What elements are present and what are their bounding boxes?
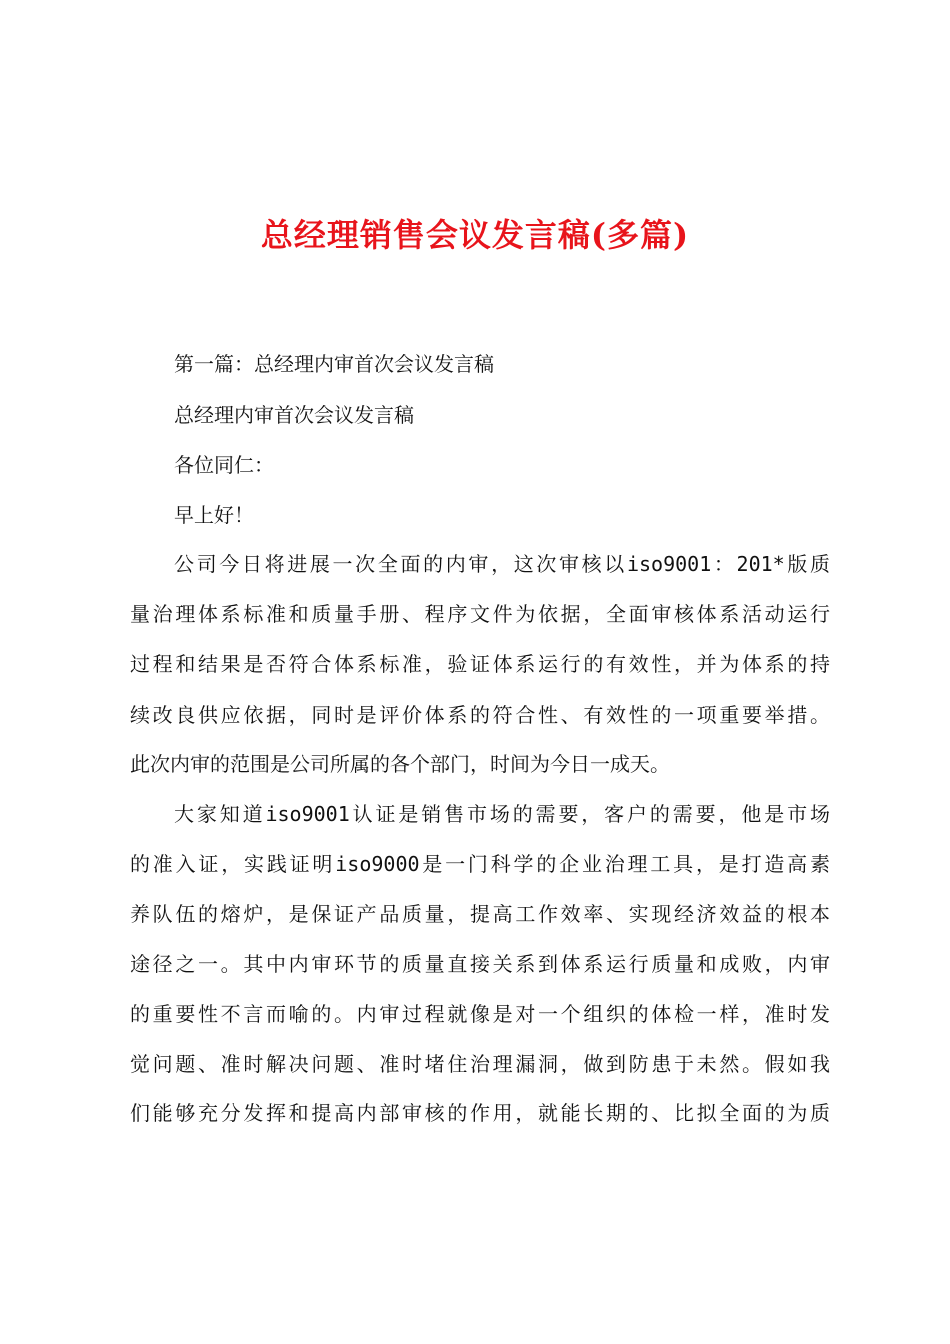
paragraph-line: 的重要性不言而喻的。内审过程就像是对一个组织的体检一样，准时发 <box>130 1002 830 1026</box>
paragraph-line: 量治理体系标准和质量手册、程序文件为依据，全面审核体系活动运行 <box>130 602 830 626</box>
paragraph-line: 途径之一。其中内审环节的质量直接关系到体系运行质量和成败，内审 <box>130 952 830 976</box>
speech-title: 总经理内审首次会议发言稿 <box>174 403 414 427</box>
paragraph-line: 们能够充分发挥和提高内部审核的作用，就能长期的、比拟全面的为质 <box>130 1101 830 1125</box>
paragraph-line: 觉问题、准时解决问题、准时堵住治理漏洞，做到防患于未然。假如我 <box>130 1052 830 1076</box>
paragraph-line: 过程和结果是否符合体系标准，验证体系运行的有效性，并为体系的持 <box>130 652 830 676</box>
paragraph-line: 大家知道iso9001认证是销售市场的需要，客户的需要，他是市场 <box>174 802 830 826</box>
salutation: 早上好！ <box>174 503 254 527</box>
paragraph-line: 此次内审的范围是公司所属的各个部门，时间为今日一成天。 <box>130 752 670 776</box>
paragraph-line: 公司今日将进展一次全面的内审，这次审核以iso9001：201*版质 <box>174 552 830 576</box>
part-heading: 第一篇：总经理内审首次会议发言稿 <box>174 352 494 376</box>
greeting: 各位同仁： <box>174 453 274 477</box>
paragraph-line: 续改良供应依据，同时是评价体系的符合性、有效性的一项重要举措。 <box>130 703 830 727</box>
paragraph-line: 养队伍的熔炉，是保证产品质量，提高工作效率、实现经济效益的根本 <box>130 902 830 926</box>
document-title: 总经理销售会议发言稿(多篇) <box>260 216 690 254</box>
paragraph-line: 的准入证，实践证明iso9000是一门科学的企业治理工具，是打造高素 <box>130 852 830 876</box>
